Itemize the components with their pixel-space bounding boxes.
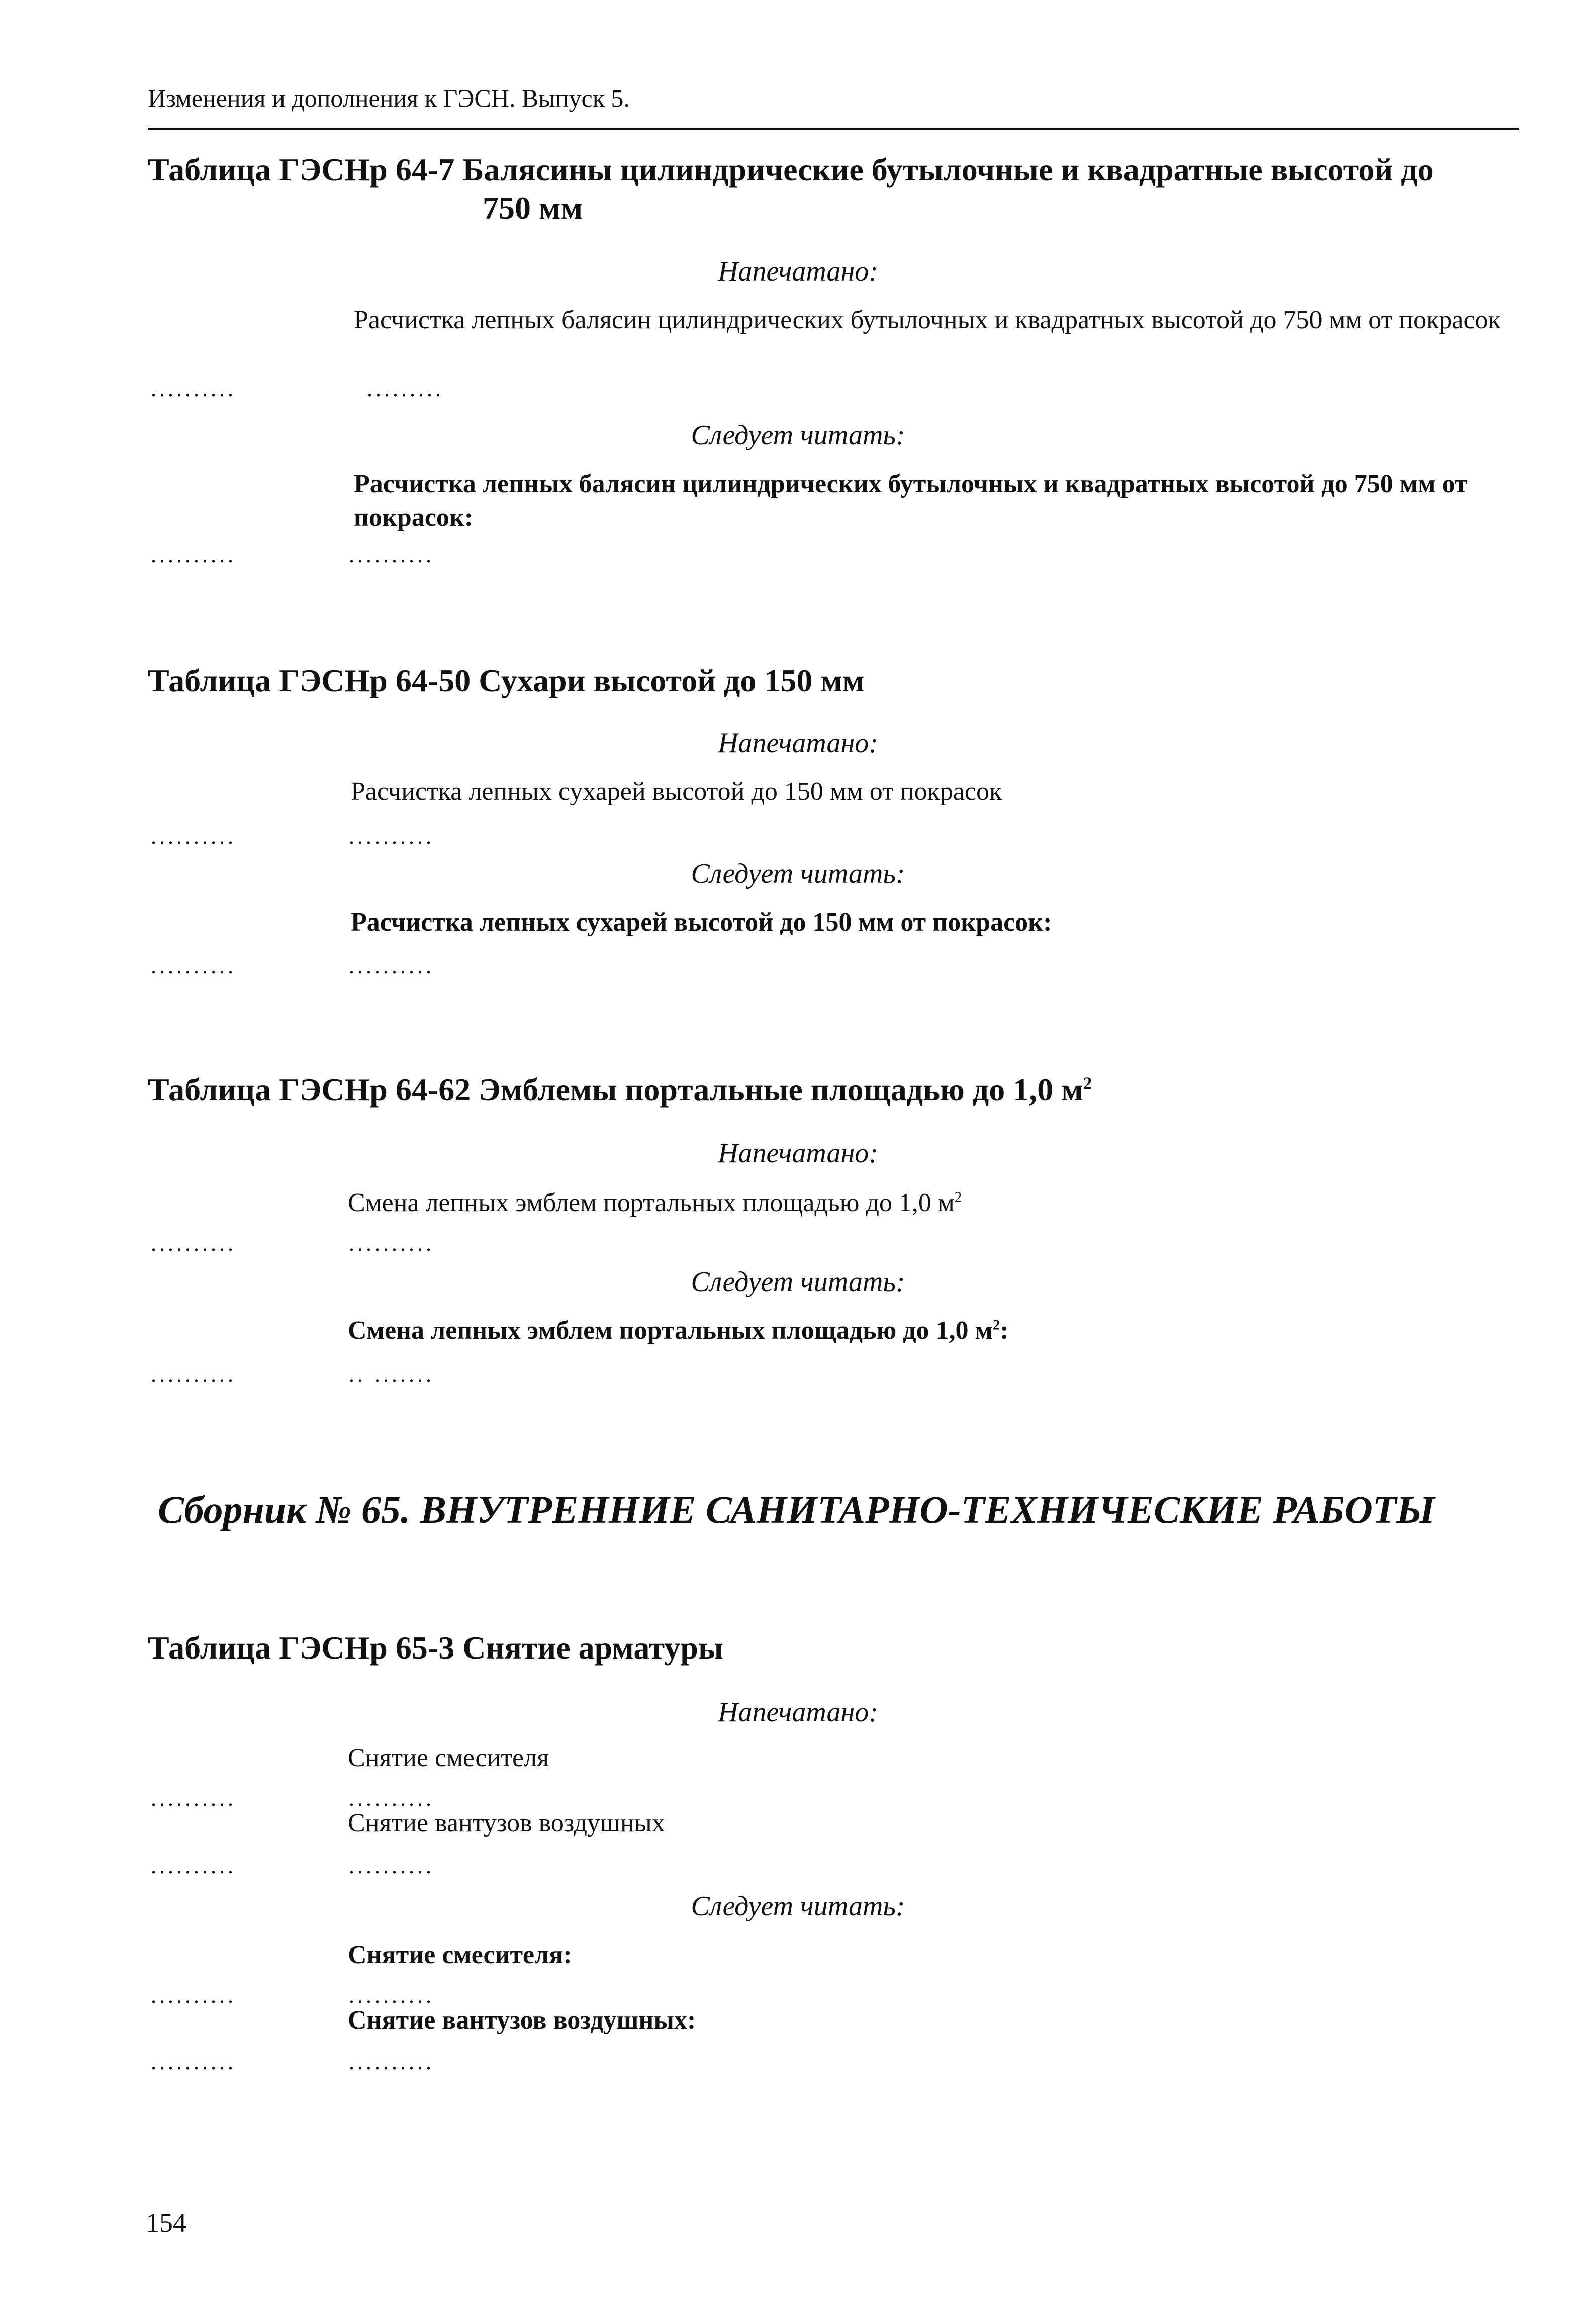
dots-right: .. .......	[349, 1362, 434, 1387]
printed-item-2: Снятие вантузов воздушных	[348, 1809, 665, 1837]
should-read-text-64-62	[348, 1314, 1513, 1348]
dots-left: ..........	[151, 1983, 236, 2008]
table-heading-64-62-text: Таблица ГЭСНр 64-62 Эмблемы портальные площадью до 1,0 м	[148, 1072, 1083, 1108]
dots-left: ..........	[151, 1854, 236, 1878]
should-read-label: Следует читать:	[691, 858, 905, 889]
printed-text-64-50: Расчистка лепных сухарей высотой до 150 мм от покрасок	[351, 777, 1002, 806]
printed-text-64-7: Расчистка лепных балясин цилиндрических бутылочных и квадратных высотой до 750 мм от покрасок	[354, 306, 1501, 334]
header-rule	[148, 128, 1519, 130]
superscript: 2	[1083, 1073, 1092, 1093]
should-read-label: Следует читать:	[691, 420, 905, 451]
should-read-label: Следует читать:	[691, 1266, 905, 1298]
dots-right: ..........	[349, 954, 434, 978]
dots-right: ..........	[349, 2050, 434, 2074]
dots-left: ..........	[151, 1786, 236, 1811]
dots-left: ..........	[151, 377, 236, 401]
printed-label: Напечатано:	[718, 256, 878, 287]
dots-right: ..........	[349, 1786, 434, 1811]
printed-label: Напечатано:	[718, 1138, 878, 1169]
should-read-text-64-62-body: Смена лепных эмблем портальных площадью до 1,0 м	[348, 1316, 993, 1345]
dots-left: ..........	[151, 1231, 236, 1256]
table-heading-65-3: Таблица ГЭСНр 65-3 Снятие арматуры	[148, 1630, 723, 1666]
table-heading-64-7	[148, 151, 1519, 227]
printed-label: Напечатано:	[718, 1697, 878, 1728]
dots-right: ..........	[349, 1231, 434, 1256]
table-heading-64-7-line2: 750 мм	[483, 190, 583, 226]
dots-right: ..........	[349, 824, 434, 849]
dots-right: .........	[367, 377, 444, 401]
dots-right: ..........	[349, 1983, 434, 2008]
should-read-text-64-50: Расчистка лепных сухарей высотой до 150 мм от покрасок:	[351, 908, 1052, 937]
should-read-text-64-7: Расчистка лепных балясин цилиндрических бутылочных и квадратных высотой до 750 мм от покрасок:	[354, 470, 1468, 532]
should-read-text-64-62-tail: :	[1000, 1316, 1009, 1345]
superscript: 2	[992, 1317, 1000, 1333]
printed-item-1: Снятие смесителя	[348, 1743, 549, 1772]
dots-left: ..........	[151, 1362, 236, 1387]
table-heading-64-50: Таблица ГЭСНр 64-50 Сухари высотой до 150 мм	[148, 663, 865, 698]
superscript: 2	[954, 1189, 962, 1206]
printed-text-64-62	[348, 1186, 1513, 1220]
should-read-item-2: Снятие вантузов воздушных:	[348, 2006, 696, 2035]
collection-title: Сборник № 65. ВНУТРЕННИЕ САНИТАРНО-ТЕХНИЧЕСКИЕ РАБОТЫ	[158, 1488, 1435, 1531]
running-head: Изменения и дополнения к ГЭСН. Выпуск 5.	[148, 84, 630, 112]
dots-right: ..........	[349, 542, 434, 567]
printed-label: Напечатано:	[718, 727, 878, 759]
table-heading-64-7-line1: Таблица ГЭСНр 64-7 Балясины цилиндрические бутылочные и квадратные высотой до	[148, 152, 1434, 188]
dots-left: ..........	[151, 2050, 236, 2074]
table-heading-64-62	[148, 1071, 1519, 1109]
dots-left: ..........	[151, 824, 236, 849]
printed-text-64-62-body: Смена лепных эмблем портальных площадью до 1,0 м	[348, 1188, 955, 1217]
dots-left: ..........	[151, 542, 236, 567]
dots-right: ..........	[349, 1854, 434, 1878]
should-read-item-1: Снятие смесителя:	[348, 1941, 572, 1969]
should-read-label: Следует читать:	[691, 1891, 905, 1922]
page-number: 154	[146, 2208, 186, 2238]
dots-left: ..........	[151, 954, 236, 978]
